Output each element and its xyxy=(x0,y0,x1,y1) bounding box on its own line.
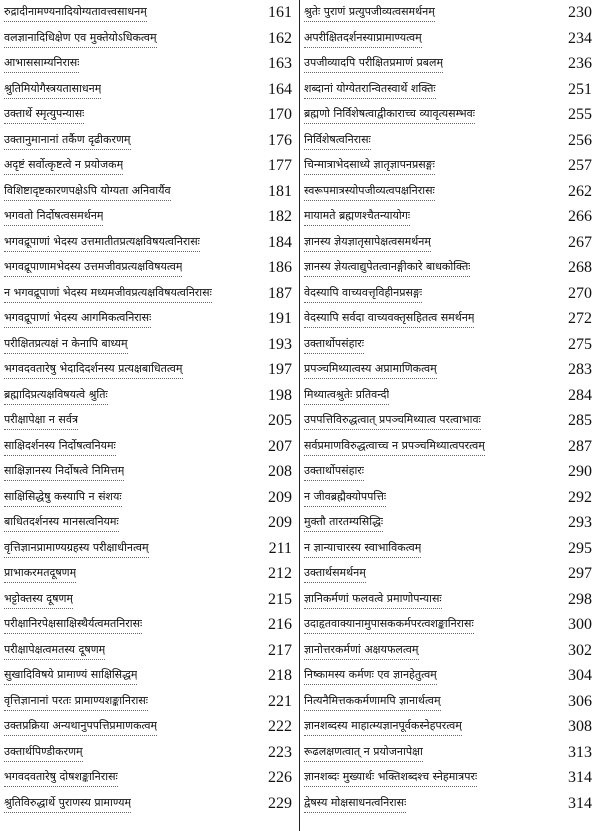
entry-page-number: 211 xyxy=(268,539,292,557)
entry-page-number: 187 xyxy=(268,284,292,302)
index-entry xyxy=(304,153,596,179)
index-entry xyxy=(4,26,296,52)
entry-title: मायामते ब्रह्मणश्चैतन्यायोगः xyxy=(304,207,410,226)
entry-page-number: 221 xyxy=(268,692,292,710)
entry-page-number: 313 xyxy=(568,743,592,761)
entry-title: वलज्ञानादिधिक्षेण एव मुक्तेयोऽधिकत्वम् xyxy=(4,29,157,48)
entry-title: ज्ञानस्य ज्ञेयज्ञातृसापेक्षत्वसमर्थनम् xyxy=(304,233,431,252)
entry-title: मुक्तौ तारतम्यसिद्धिः xyxy=(304,513,383,532)
right-column xyxy=(304,0,596,816)
entry-page-number: 209 xyxy=(268,488,292,506)
entry-page-number: 205 xyxy=(268,412,292,429)
entry-title: मिथ्यात्वश्रुतेः प्रतिवन्दी xyxy=(304,386,389,405)
index-entry xyxy=(4,153,296,179)
entry-page-number: 285 xyxy=(568,412,592,429)
index-entry xyxy=(304,791,596,817)
entry-page-number: 292 xyxy=(568,488,592,506)
entry-title: श्रुतिविरुद्धार्थे पुराणस्य प्रामाण्यम् xyxy=(4,794,131,813)
left-column xyxy=(4,0,296,816)
entry-page-number: 293 xyxy=(568,514,592,531)
entry-title: नित्यनैमित्तककर्मणामपि ज्ञानार्थत्वम् xyxy=(304,692,441,711)
entry-page-number: 256 xyxy=(568,131,592,149)
entry-title: रूढलक्षणत्वात् न प्रयोजनापेक्षा xyxy=(304,743,423,762)
entry-title: उक्तप्रक्रिया अन्यथानुपपत्तिप्रमाणकत्वम् xyxy=(4,717,157,736)
entry-title: भगवद्रूपाणां भेदस्य उत्तमातीतप्रत्यक्षविषयत्वनिरासः xyxy=(4,233,200,252)
index-entry xyxy=(4,714,296,740)
entry-title: ब्रह्मादिप्रत्यक्षविषयत्वे श्रुतिः xyxy=(4,386,108,405)
entry-page-number: 272 xyxy=(568,310,592,327)
entry-title: उक्तार्थे स्मृत्युपन्यासः xyxy=(4,105,84,124)
entry-title: सर्वप्रमाणविरुद्धत्वाच्च न प्रपञ्चमिथ्यात्वपरत्वम् xyxy=(304,437,485,456)
entry-title: आभाससाम्यनिरासः xyxy=(4,54,79,73)
entry-page-number: 229 xyxy=(268,794,292,812)
entry-title: न जीवब्रह्मैक्योपपत्तिः xyxy=(304,488,386,507)
index-entry xyxy=(4,765,296,791)
entry-page-number: 222 xyxy=(268,718,292,735)
entry-page-number: 216 xyxy=(268,616,292,633)
entry-title: परीक्षापेक्षत्वमतस्य दूषणम् xyxy=(4,641,105,660)
entry-title: ज्ञानस्य ज्ञेयत्वाद्युपेतत्वानङ्गीकारे बाधकोक्तिः xyxy=(304,258,470,277)
entry-page-number: 295 xyxy=(568,539,592,557)
entry-title: भगवदवतारेषु भेदादिदर्शनस्य प्रत्यक्षबाधितत्वम् xyxy=(4,360,183,379)
index-entry xyxy=(304,408,596,434)
index-entry xyxy=(4,536,296,562)
entry-title: भट्टोक्तस्य दूषणम् xyxy=(4,590,73,609)
index-entry xyxy=(4,561,296,587)
entry-title: परीक्षितप्रत्यक्षं न केनापि बाध्यम् xyxy=(4,335,128,354)
entry-title: वृत्तिज्ञानप्रामाण्यग्रहस्य परीक्षाधीनत्वम् xyxy=(4,539,149,558)
index-entry xyxy=(4,306,296,332)
entry-page-number: 267 xyxy=(568,233,592,251)
entry-page-number: 177 xyxy=(268,157,292,174)
entry-title: उक्तार्थोपसंहारः xyxy=(304,335,364,354)
entry-title: न भगवद्रूपाणां भेदस्य मध्यमजीवप्रत्यक्षविषयत्वनिरासः xyxy=(4,284,212,303)
entry-title: परीक्षापेक्षा न सर्वत्र xyxy=(4,411,78,430)
entry-page-number: 255 xyxy=(568,106,592,123)
index-entry xyxy=(4,77,296,103)
index-entry xyxy=(4,332,296,358)
entry-page-number: 163 xyxy=(268,55,292,72)
index-entry xyxy=(4,791,296,817)
entry-title: साक्षिदर्शनस्य निर्दोषत्वनियमः xyxy=(4,437,116,456)
index-entry xyxy=(4,663,296,689)
index-entry xyxy=(304,689,596,715)
index-entry xyxy=(4,510,296,536)
entry-title: वेदस्यापि वाच्यवत्तृविहीनप्रसङ्गः xyxy=(304,284,422,303)
entry-page-number: 209 xyxy=(268,514,292,531)
entry-page-number: 215 xyxy=(268,590,292,608)
index-entry xyxy=(304,510,596,536)
index-entry xyxy=(304,434,596,460)
index-entry xyxy=(304,281,596,307)
entry-page-number: 308 xyxy=(568,718,592,735)
entry-title: उक्तार्थोपसंहारः xyxy=(304,462,364,481)
entry-title: द्वेषस्य मोक्षसाधनत्वनिरासः xyxy=(304,794,406,813)
entry-page-number: 170 xyxy=(268,106,292,123)
entry-page-number: 275 xyxy=(568,335,592,353)
entry-title: वृत्तिज्ञानानां परतः प्रामाण्यशङ्कानिरासः xyxy=(4,692,148,711)
index-entry xyxy=(4,230,296,256)
index-entry xyxy=(4,102,296,128)
index-entry xyxy=(304,77,596,103)
entry-title: भगवदवतारेषु दोषशङ्कानिरासः xyxy=(4,768,118,787)
entry-page-number: 266 xyxy=(568,208,592,225)
index-entry xyxy=(4,383,296,409)
index-entry xyxy=(304,230,596,256)
entry-title: निष्कामस्य कर्मणः एव ज्ञानहेतुत्वम् xyxy=(304,666,437,685)
entry-page-number: 191 xyxy=(268,310,292,327)
entry-page-number: 287 xyxy=(568,437,592,455)
entry-page-number: 270 xyxy=(568,284,592,302)
entry-title: न ज्ञान्याचारस्य स्वाभाविकत्वम् xyxy=(304,539,421,558)
entry-title: साक्षिज्ञानस्य निर्दोषत्वे निमित्तम् xyxy=(4,462,124,481)
index-entry xyxy=(4,0,296,26)
entry-page-number: 161 xyxy=(268,4,292,21)
entry-title: विशिष्टादृष्टकारणपक्षेऽपि योग्यता अनिवार्यैव xyxy=(4,182,171,201)
entry-page-number: 306 xyxy=(568,692,592,710)
index-entry xyxy=(4,587,296,613)
entry-title: परीक्षानिरपेक्षसाक्षिस्थैर्यत्वमतनिरासः xyxy=(4,615,142,634)
entry-page-number: 184 xyxy=(268,233,292,251)
entry-page-number: 223 xyxy=(268,743,292,761)
entry-title: उपपत्तिविरुद्धत्वात् प्रपञ्चमिथ्यात्व परत्वाभावः xyxy=(304,411,481,430)
entry-page-number: 164 xyxy=(268,80,292,98)
entry-title: ज्ञानशब्दः मुख्यार्थः भक्तिशब्दश्च स्नेहमात्रपरः xyxy=(304,768,477,787)
entry-page-number: 298 xyxy=(568,590,592,608)
index-entry xyxy=(304,740,596,766)
entry-title: रुद्रादीनामण्यनादियोग्यतावत्त्वसाधनम् xyxy=(4,3,147,22)
entry-page-number: 297 xyxy=(568,565,592,582)
index-entry xyxy=(304,536,596,562)
index-entry xyxy=(304,714,596,740)
entry-page-number: 236 xyxy=(568,55,592,72)
index-entry xyxy=(4,281,296,307)
entry-page-number: 198 xyxy=(268,386,292,404)
entry-page-number: 300 xyxy=(568,616,592,633)
entry-title: उदाहृतवाक्यानामुपासककर्मपरत्वशङ्कानिरासः xyxy=(304,615,474,634)
index-entry xyxy=(4,485,296,511)
entry-page-number: 234 xyxy=(568,29,592,47)
entry-page-number: 186 xyxy=(268,259,292,276)
index-entry xyxy=(304,459,596,485)
entry-title: भगवद्रूपाणां भेदस्य आगमिकत्वनिरासः xyxy=(4,309,151,328)
index-entry xyxy=(304,663,596,689)
entry-page-number: 251 xyxy=(568,80,592,98)
index-entry xyxy=(304,383,596,409)
entry-page-number: 262 xyxy=(568,182,592,200)
index-entry xyxy=(304,255,596,281)
entry-page-number: 226 xyxy=(268,769,292,786)
index-entry xyxy=(4,204,296,230)
index-entry xyxy=(304,587,596,613)
index-entry xyxy=(4,689,296,715)
index-entry xyxy=(4,740,296,766)
entry-page-number: 268 xyxy=(568,259,592,276)
entry-title: सुखादिविषये प्रामाण्यं साक्षिसिद्धम् xyxy=(4,666,137,685)
entry-title: श्रुतिमियोगैस्त्रयतासाधनम् xyxy=(4,80,101,99)
entry-page-number: 304 xyxy=(568,667,592,684)
index-entry xyxy=(4,434,296,460)
index-entry xyxy=(4,179,296,205)
index-entry xyxy=(304,102,596,128)
entry-page-number: 283 xyxy=(568,361,592,378)
entry-page-number: 257 xyxy=(568,157,592,174)
index-entry xyxy=(304,561,596,587)
entry-page-number: 182 xyxy=(268,208,292,225)
entry-page-number: 197 xyxy=(268,361,292,378)
entry-page-number: 314 xyxy=(568,769,592,786)
entry-title: साक्षिसिद्धेषु कस्यापि न संशयः xyxy=(4,488,122,507)
entry-title: ज्ञानिकर्मणां फलवत्वे प्रमाणोपन्यासः xyxy=(304,590,442,609)
column-divider xyxy=(299,0,300,831)
index-entry xyxy=(4,128,296,154)
entry-title: उक्तार्थपिण्डीकरणम् xyxy=(4,743,83,762)
entry-page-number: 218 xyxy=(268,667,292,684)
entry-page-number: 181 xyxy=(268,182,292,200)
entry-page-number: 314 xyxy=(568,794,592,812)
entry-page-number: 162 xyxy=(268,29,292,47)
entry-title: स्वरूपमात्रस्योपजीव्यत्वपक्षनिरासः xyxy=(304,182,435,201)
entry-title: उक्तार्थसमर्थनम् xyxy=(304,564,366,583)
entry-title: अपरीक्षितदर्शनस्याप्रामाण्यत्वम् xyxy=(304,29,422,48)
entry-title: वेदस्यापि सर्वदा वाच्यवक्तृसहितत्व समर्थनम् xyxy=(304,309,474,328)
entry-title: प्राभाकरमतदूषणम् xyxy=(4,564,76,583)
entry-page-number: 212 xyxy=(268,565,292,582)
index-entry xyxy=(304,612,596,638)
entry-page-number: 208 xyxy=(268,463,292,480)
entry-title: ब्रह्मणो निर्विशेषत्वाद्वीकाराच्च व्यावृत्यसम्भवः xyxy=(304,105,475,124)
index-entry xyxy=(4,638,296,664)
entry-title: प्रपञ्चमिथ्यात्वस्य अप्रामाणिकत्वम् xyxy=(304,360,437,379)
index-entry xyxy=(4,255,296,281)
index-entry xyxy=(304,51,596,77)
entry-title: भगवद्रूपाणामभेदस्य उत्तमजीवप्रत्यक्षविषयत्वम् xyxy=(4,258,182,277)
index-entry xyxy=(4,459,296,485)
entry-title: उपजीव्यादपि परीक्षितप्रमाणं प्रबलम् xyxy=(304,54,443,73)
entry-title: ज्ञानशब्दस्य माहात्म्यज्ञानपूर्वकस्नेहपरत्वम् xyxy=(304,717,462,736)
entry-page-number: 230 xyxy=(568,4,592,21)
entry-page-number: 207 xyxy=(268,437,292,455)
index-entry xyxy=(4,408,296,434)
index-entry xyxy=(304,179,596,205)
entry-title: उक्तानुमानानां तर्कैण दृढीकरणम् xyxy=(4,131,131,150)
index-entry xyxy=(4,612,296,638)
index-entry xyxy=(304,0,596,26)
entry-title: अदृष्टं सर्वोत्कृष्टत्वे न प्रयोजकम् xyxy=(4,156,123,175)
entry-title: निर्विशेषत्वनिरासः xyxy=(304,131,371,150)
entry-page-number: 302 xyxy=(568,641,592,659)
entry-page-number: 193 xyxy=(268,335,292,353)
entry-title: बाधितदर्शनस्य मानसत्वनियमः xyxy=(4,513,119,532)
entry-page-number: 290 xyxy=(568,463,592,480)
entry-title: श्रुतेः पुराणं प्रत्युपजीव्यत्वसमर्थनम् xyxy=(304,3,435,22)
index-entry xyxy=(4,51,296,77)
entry-title: ज्ञानोत्तरकर्मणां अक्षयफलत्वम् xyxy=(304,641,419,660)
index-entry xyxy=(304,765,596,791)
index-entry xyxy=(304,638,596,664)
entry-title: शब्दानां योग्येतरान्वितस्वार्थे शक्तिः xyxy=(304,80,436,99)
index-entry xyxy=(304,357,596,383)
entry-page-number: 176 xyxy=(268,131,292,149)
entry-title: भगवतो निर्दोषत्वसमर्थनम् xyxy=(4,207,103,226)
entry-page-number: 284 xyxy=(568,386,592,404)
entry-page-number: 217 xyxy=(268,641,292,659)
index-entry xyxy=(4,357,296,383)
index-entry xyxy=(304,306,596,332)
index-entry xyxy=(304,485,596,511)
index-entry xyxy=(304,26,596,52)
entry-title: चिन्मात्राभेदसाध्ये ज्ञातृज्ञापनप्रसङ्गः xyxy=(304,156,435,175)
index-entry xyxy=(304,332,596,358)
index-entry xyxy=(304,204,596,230)
index-entry xyxy=(304,128,596,154)
